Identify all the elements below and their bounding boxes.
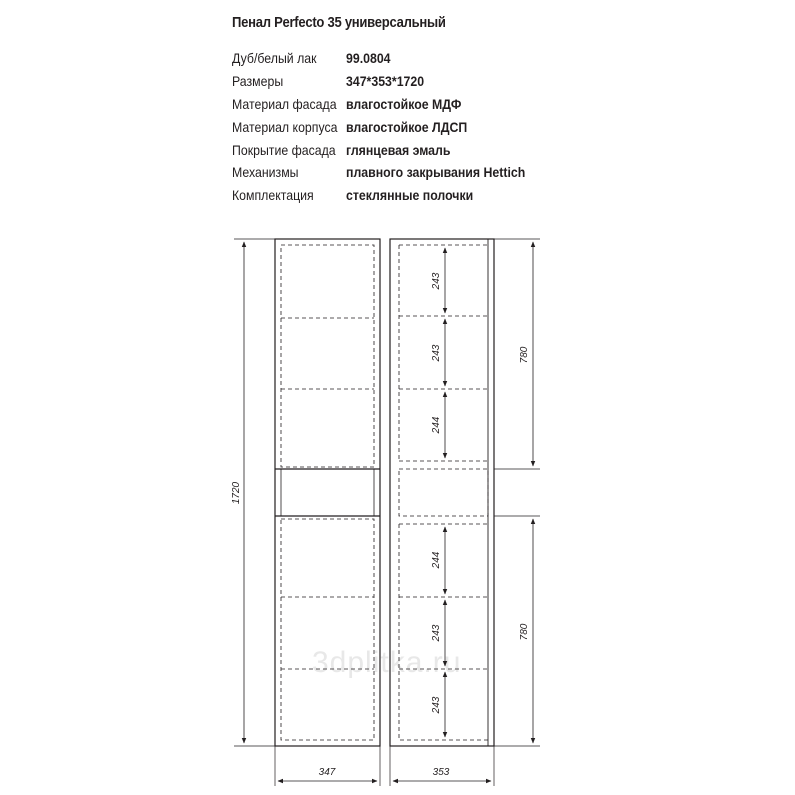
total-height-label: 1720 <box>231 481 242 505</box>
door-height-dimensions <box>494 239 540 746</box>
spec-value: 347*353*1720 <box>346 72 425 89</box>
front-bottom-door-contour <box>281 519 374 740</box>
shelf-spacing-label: 244 <box>431 551 442 569</box>
spec-value: влагостойкое МДФ <box>346 95 462 112</box>
spec-value: плавного закрывания Hettich <box>346 164 526 181</box>
product-title: Пенал Perfecto 35 универсальный <box>232 15 446 31</box>
spec-value: стеклянные полочки <box>346 187 474 204</box>
spec-label: Покрытие фасада <box>232 141 336 158</box>
depth-dimension <box>390 746 494 786</box>
spec-label: Материал фасада <box>232 95 337 112</box>
shelf-spacing-label: 244 <box>431 416 442 434</box>
spec-label: Механизмы <box>232 164 299 181</box>
shelf-spacing-label: 243 <box>431 344 442 362</box>
spec-value: глянцевая эмаль <box>346 141 451 158</box>
spec-label: Материал корпуса <box>232 118 338 135</box>
width-dimension <box>275 746 380 786</box>
depth-label: 353 <box>432 767 450 778</box>
shelf-spacing-label: 243 <box>431 272 442 290</box>
door-height-bottom-label: 780 <box>519 623 530 641</box>
watermark-text: 3dplitka.ru <box>312 646 462 679</box>
shelf-spacing-label: 243 <box>431 696 442 714</box>
door-height-top-label: 780 <box>519 346 530 364</box>
spec-label: Размеры <box>232 72 284 89</box>
shelf-spacing-label: 243 <box>431 624 442 642</box>
side-niche-contour <box>399 469 488 516</box>
width-label: 347 <box>318 767 336 778</box>
spec-label: Дуб/белый лак <box>232 50 317 66</box>
spec-value: влагостойкое ЛДСП <box>346 118 468 135</box>
spec-label: Комплектация <box>232 187 314 204</box>
spec-value: 99.0804 <box>346 50 391 66</box>
front-top-door-contour <box>281 245 374 467</box>
